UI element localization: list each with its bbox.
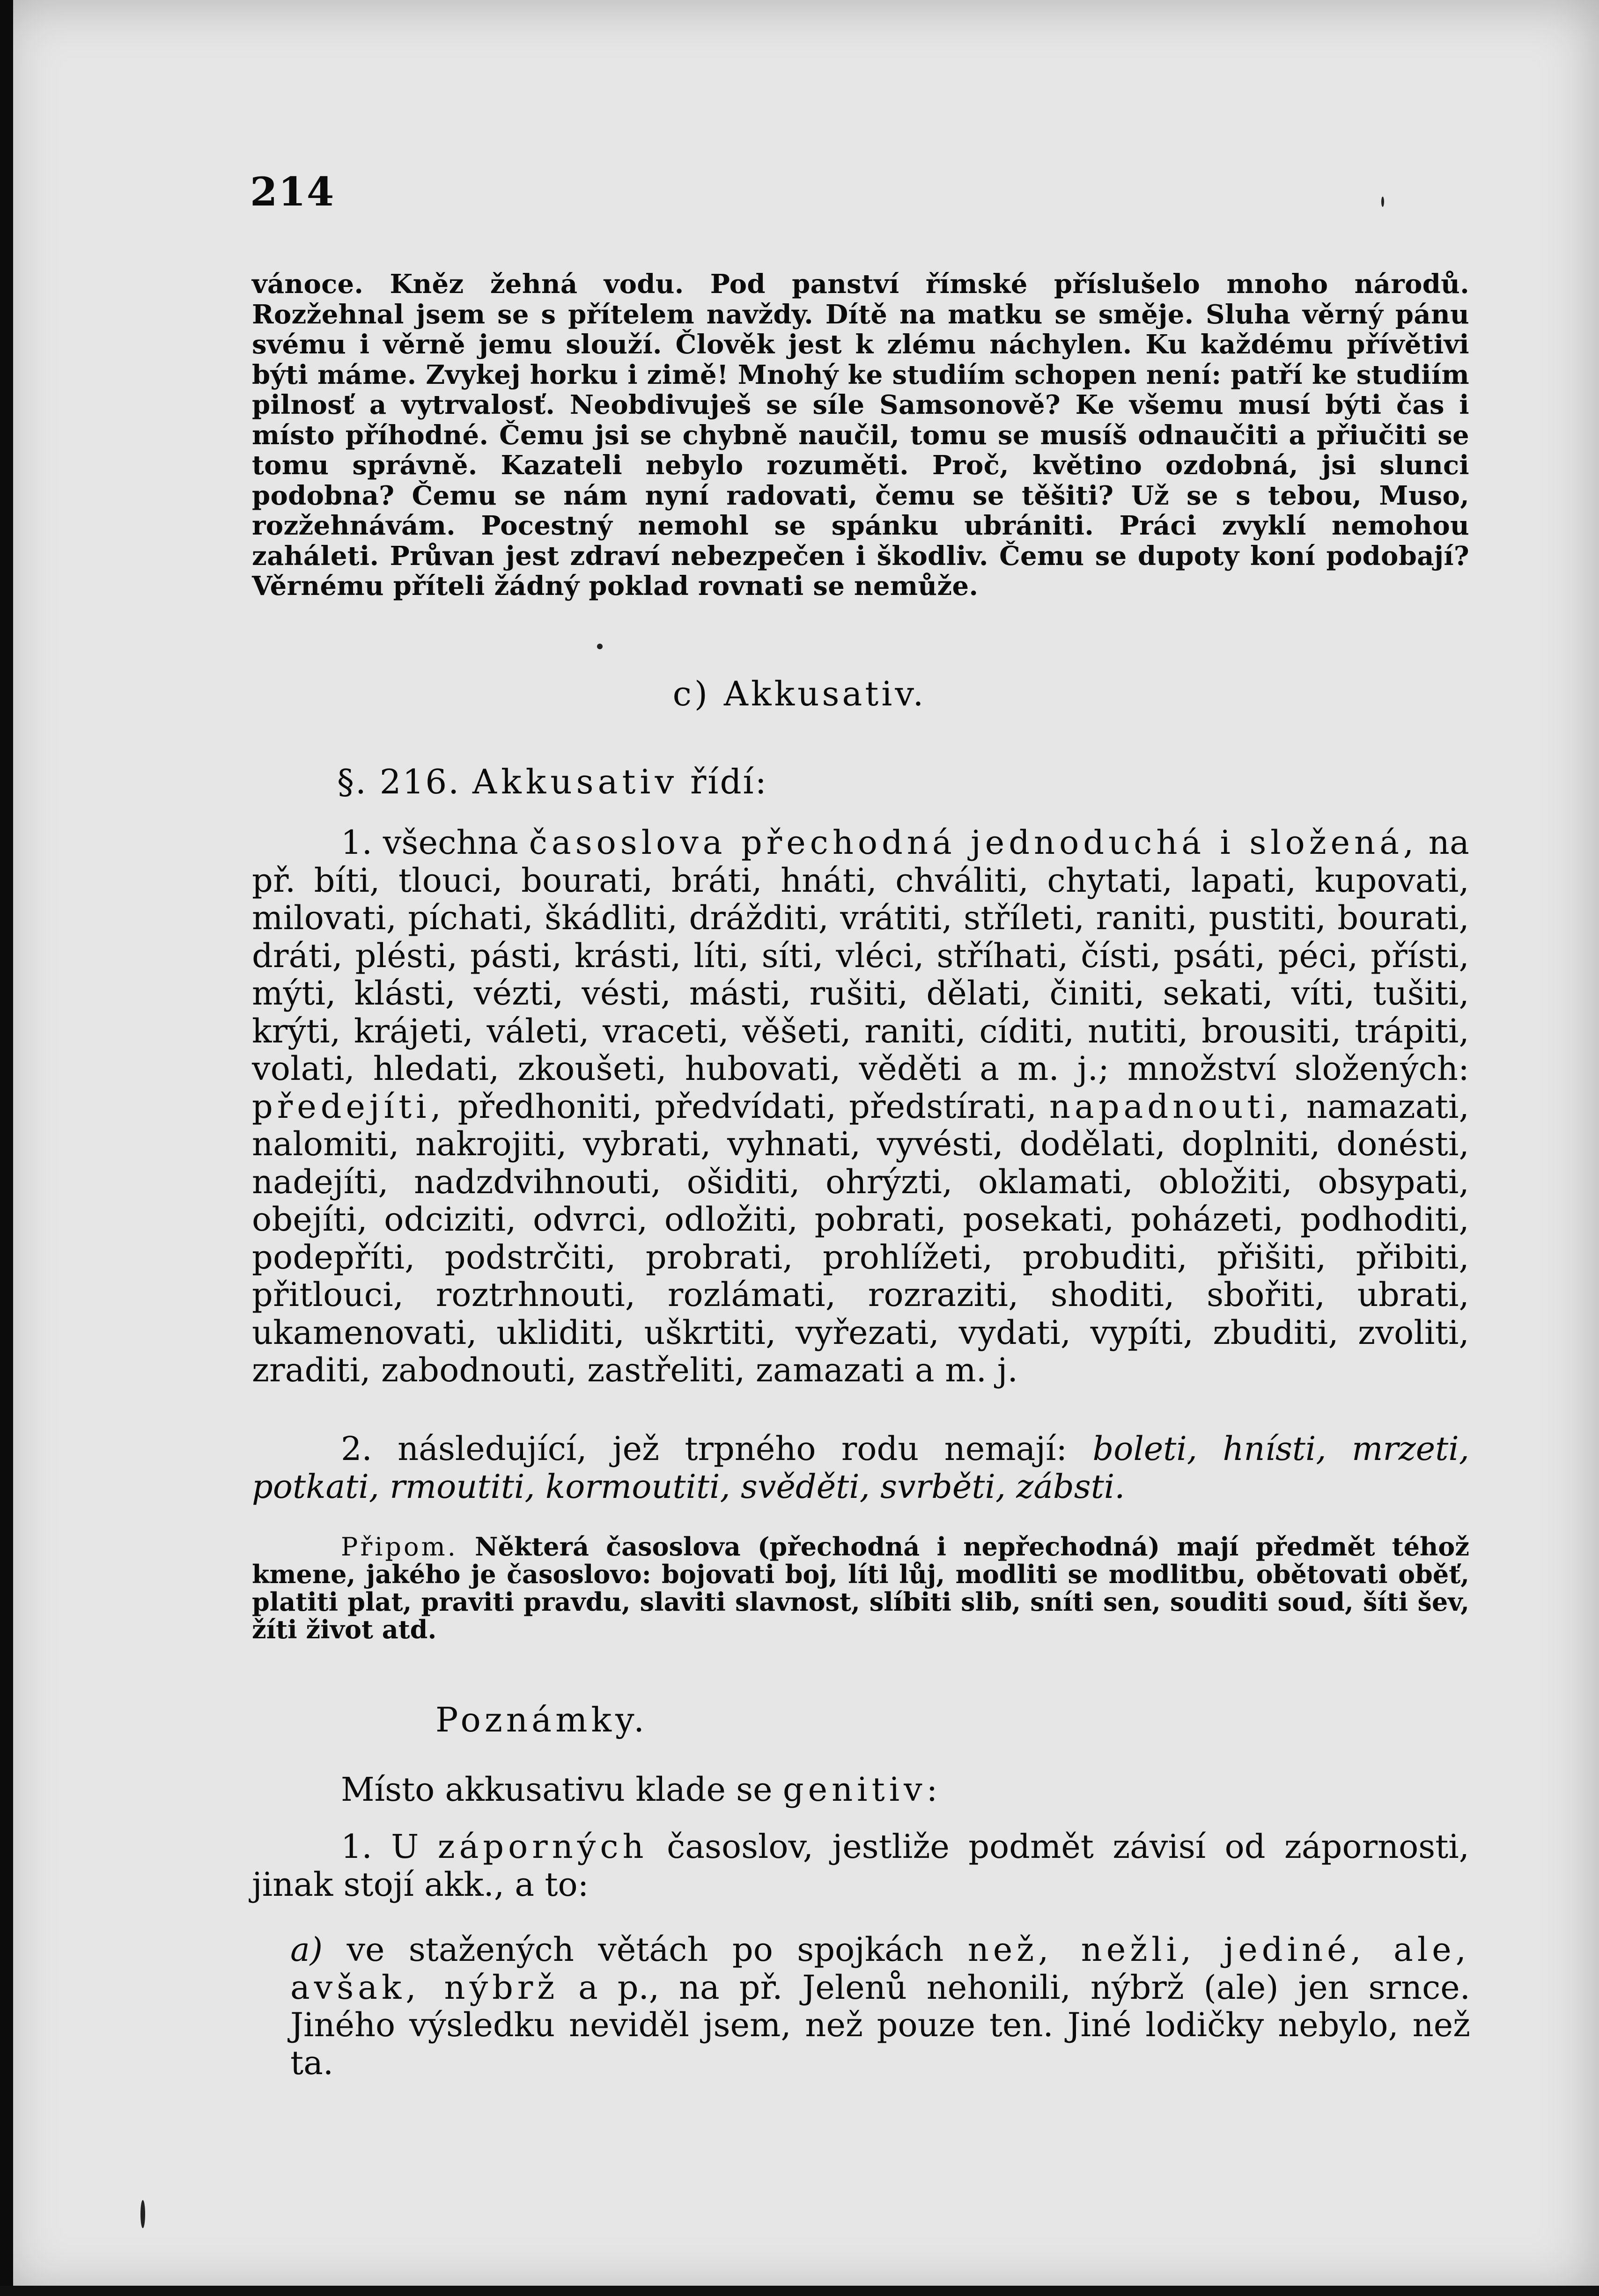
genitive-rule-a-lead: ve stažených větách po spojkách [346, 1930, 944, 1969]
note-body: Některá časoslova (přechodná i nepřechodná) mají předmět téhož kmene, jakého je časoslovo: bojovati boj, líti lůj, modliti se modlitbu, obětovati oběť, platiti plat, praviti pravdu, slaviti slavnost, slíbiti slib, sníti sen, souditi soud, šíti šev, žíti život atd. [252, 1532, 1469, 1644]
paragraph-heading [337, 762, 768, 801]
scan-speck [140, 2200, 145, 2228]
rule-1-body-2: předhoniti, předvídati, předstírati, [457, 1087, 1037, 1126]
rule-1-body-3: namazati, nalomiti, nakrojiti, vybrati, vyhnati, vyvésti, dodělati, doplniti, donésti, nadejíti, nadzdvihnouti, ošiditi, ohrýzti, oklamati, obložiti, obsypati, obejíti, odciziti, odvrci, odložiti, pobrati, posekati, poházeti, podhoditi, podepříti, podstrčiti, probrati, prohlížeti, probuditi, přišiti, přibiti, přitlouci, roztrhnouti, rozlámati, rozraziti, shoditi, sbořiti, ubrati, ukamenovati, ukliditi, uškrtiti, vyřezati, vydati, vypíti, zbuditi, zvoliti, zraditi, zabodnouti, zastřeliti, zamazati a m. j. [252, 1087, 1470, 1389]
scan-border-left [0, 0, 13, 2296]
page-number: 214 [250, 169, 335, 215]
paragraph-number: §. 216. [337, 762, 461, 801]
rule-1-paragraph [252, 824, 1469, 1389]
scan-speck [597, 644, 603, 649]
genitive-line-spaced: genitiv: [782, 1770, 942, 1809]
genitive-rule-1-body: časoslov, jestliže podmět závisí od zápornosti, jinak stojí akk., a to: [252, 1827, 1469, 1904]
rule-1-lead: 1. všechna [341, 823, 519, 862]
top-paragraph [252, 269, 1469, 602]
genitive-rule-1-spaced: záporných [437, 1827, 648, 1866]
rule-2-text [252, 1430, 1469, 1505]
note-lead: Připom. [341, 1532, 458, 1562]
genitive-rule-a [290, 1931, 1470, 2082]
paragraph-heading-rest: řídí: [690, 762, 768, 801]
note-text [252, 1533, 1469, 1643]
genitive-line-lead: Místo akkusativu klade se [341, 1770, 773, 1809]
paragraph-spaced-word: Akkusativ [472, 762, 678, 801]
genitive-rule-a-label: a) [290, 1930, 323, 1969]
top-paragraph-text: vánoce. Kněz žehná vodu. Pod panství římské příslušelo mnoho národů. Rozžehnal jsem se s přítelem navždy. Dítě na matku se směje. Sluha věrný pánu svému i věrně jemu slouží. Člověk jest k zlému náchylen. Ku každému přívětivi býti máme. Zvykej horku i zimě! Mnohý ke studiím schopen není: patří ke studiím pilnosť a vytrvalosť. Neobdivuješ se síle Samsonově? Ke všemu musí býti čas i místo příhodné. Čemu jsi se chybně naučil, tomu se musíš odnaučiti a přiučiti se tomu správně. Kazateli nebylo rozuměti. Proč, květino ozdobná, jsi slunci podobna? Čemu se nám nyní radovati, čemu se těšiti? Už se s tebou, Muso, rozžehnávám. Pocestný nemohl se spánku ubrániti. Práci zvyklí nemohou zaháleti. Průvan jest zdraví nebezpečen i škodliv. Čemu se dupoty koní podobají? Věrnému příteli žádný poklad rovnati se nemůže. [252, 269, 1469, 602]
genitive-rule-1-text [252, 1828, 1469, 1903]
genitive-rule-1 [252, 1828, 1469, 1903]
remarks-heading: Poznámky. [435, 1700, 648, 1739]
genitive-rule-1-lead: 1. U [341, 1827, 419, 1866]
rule-1-spaced: časoslova přechodná jednoduchá i složená, [529, 823, 1418, 862]
section-heading: c) Akkusativ. [672, 674, 927, 713]
scan-border-bottom [0, 2286, 1599, 2296]
note-paragraph [252, 1533, 1469, 1643]
genitive-rule-a-body: a p., na př. Jelenů nehonili, nýbrž (ale) jen srnce. Jiného výsledku neviděl jsem, než pouze ten. Jiné lodičky nebylo, než ta. [290, 1968, 1470, 2082]
scan-speck [1381, 197, 1384, 207]
rule-2-lead: 2. následující, jež trpného rodu nemají: [341, 1430, 1068, 1468]
rule-1-spaced-3: napadnouti, [1049, 1087, 1294, 1126]
rule-1-text [252, 824, 1469, 1389]
rule-2-italic-list: boleti, hnísti, mrzeti, potkati, rmoutiti, kormoutiti, svěděti, svrběti, zábsti. [252, 1430, 1469, 1506]
genitive-rule-a-text [290, 1931, 1470, 2082]
genitive-rule-a-spaced: než, nežli, jediné, ale, avšak, nýbrž [290, 1930, 1470, 2007]
rule-2-paragraph [252, 1430, 1469, 1505]
rule-1-body: na př. bíti, tlouci, bourati, bráti, hnáti, chváliti, chytati, lapati, kupovati, milovati, píchati, škádliti, drážditi, vrátiti, stříleti, raniti, pustiti, bourati, dráti, plésti, pásti, krásti, líti, síti, vléci, stříhati, čísti, psáti, péci, přísti, mýti, klásti, vézti, vésti, másti, rušiti, dělati, činiti, sekati, víti, tušiti, krýti, krájeti, váleti, vraceti, věšeti, raniti, cíditi, nutiti, brousiti, trápiti, volati, hledati, zkoušeti, hubovati, věděti a m. j.; množství složených: [252, 823, 1470, 1088]
rule-1-spaced-2: předejíti, [252, 1087, 445, 1126]
genitive-line [341, 1770, 942, 1809]
